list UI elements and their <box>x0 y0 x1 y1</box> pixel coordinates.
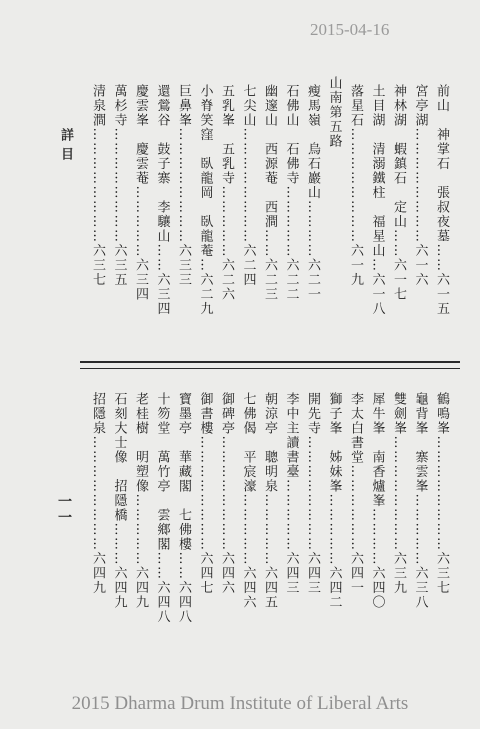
toc-entry: 寶墨亭 華藏閣 七佛樓……六四八 <box>176 392 191 624</box>
toc-entry: 開先寺……………………六四三 <box>305 392 320 595</box>
toc-entry: 山南第五路 <box>326 76 342 149</box>
toc-entry: 幽邃山 西源菴 西澗……六二三 <box>262 84 277 302</box>
toc-entry: 清泉澗……………………六三七 <box>90 84 105 287</box>
toc-entry: 御碑亭……………………六四六 <box>219 392 234 595</box>
toc-entry: 瘦馬嶺 烏石巖山…………六二一 <box>305 84 320 302</box>
toc-entry: 犀牛峯 南香爐峯…………六四〇 <box>369 392 385 610</box>
toc-entry: 老桂樹 明塑像……………六四九 <box>133 392 148 610</box>
scan-date-stamp: 2015-04-16 <box>310 20 390 39</box>
toc-entry: 土目湖 清溺鐵柱 福星山…六一八 <box>369 84 385 316</box>
section-divider-top <box>80 361 460 363</box>
toc-entry: 石刻大士像 招隱橋………六四九 <box>111 392 127 610</box>
toc-entry: 朝涼亭 聰明泉……………六四五 <box>262 392 277 610</box>
page-number: 一一 <box>56 494 72 526</box>
toc-entry: 龜背峯 寨雲峯……………六三八 <box>412 392 428 610</box>
toc-entry: 獅子峯 姊妹峯……………六四二 <box>326 392 342 610</box>
toc-entry: 七尖山……………………六二四 <box>240 84 256 287</box>
toc-entry: 鶴鳴峯……………………六三七 <box>434 392 449 595</box>
toc-entry: 前山 神掌石 張叔夜墓……六一五 <box>434 84 449 316</box>
toc-entry: 御書樓……………………六四七 <box>197 392 213 595</box>
toc-entry: 萬杉寺……………………六三五 <box>111 84 127 287</box>
toc-entry: 落星石……………………六一九 <box>348 84 363 287</box>
toc-entry: 石佛山 石佛寺……………六二二 <box>283 84 299 302</box>
toc-entry: 慶雲峯 慶雲菴……………六三四 <box>133 84 148 302</box>
watermark: 2015 Dharma Drum Institute of Liberal Arts <box>71 693 409 714</box>
toc-entry: 招隱泉……………………六四九 <box>90 392 105 595</box>
toc-entry: 神林湖 蝦鎮石 定山……六一七 <box>391 84 406 302</box>
section-divider-bottom <box>80 368 460 369</box>
toc-entry: 小脊笑窪 臥龍岡 臥龍菴…六二九 <box>197 84 213 316</box>
toc-entry: 還鶯谷 鼓子寨 李驤山……六三四 <box>154 84 170 316</box>
toc-entry: 巨鼻峯……………………六三三 <box>176 84 191 287</box>
toc-entry: 雙劍峯……………………六三九 <box>391 392 406 595</box>
toc-entry: 七佛偈 平宸濠……………六四六 <box>240 392 256 610</box>
toc-entry: 宮亭湖……………………六一六 <box>412 84 428 287</box>
side-title: 詳目 <box>58 128 73 166</box>
toc-entry: 李中主讀書臺……………六四三 <box>283 392 299 595</box>
toc-entry: 十笏堂 萬竹亭 雲鄉閣……六四八 <box>154 392 170 624</box>
toc-entry: 李太白書堂………………六四一 <box>348 392 363 595</box>
toc-entry: 五乳峯 五乳寺……………六二六 <box>219 84 234 302</box>
